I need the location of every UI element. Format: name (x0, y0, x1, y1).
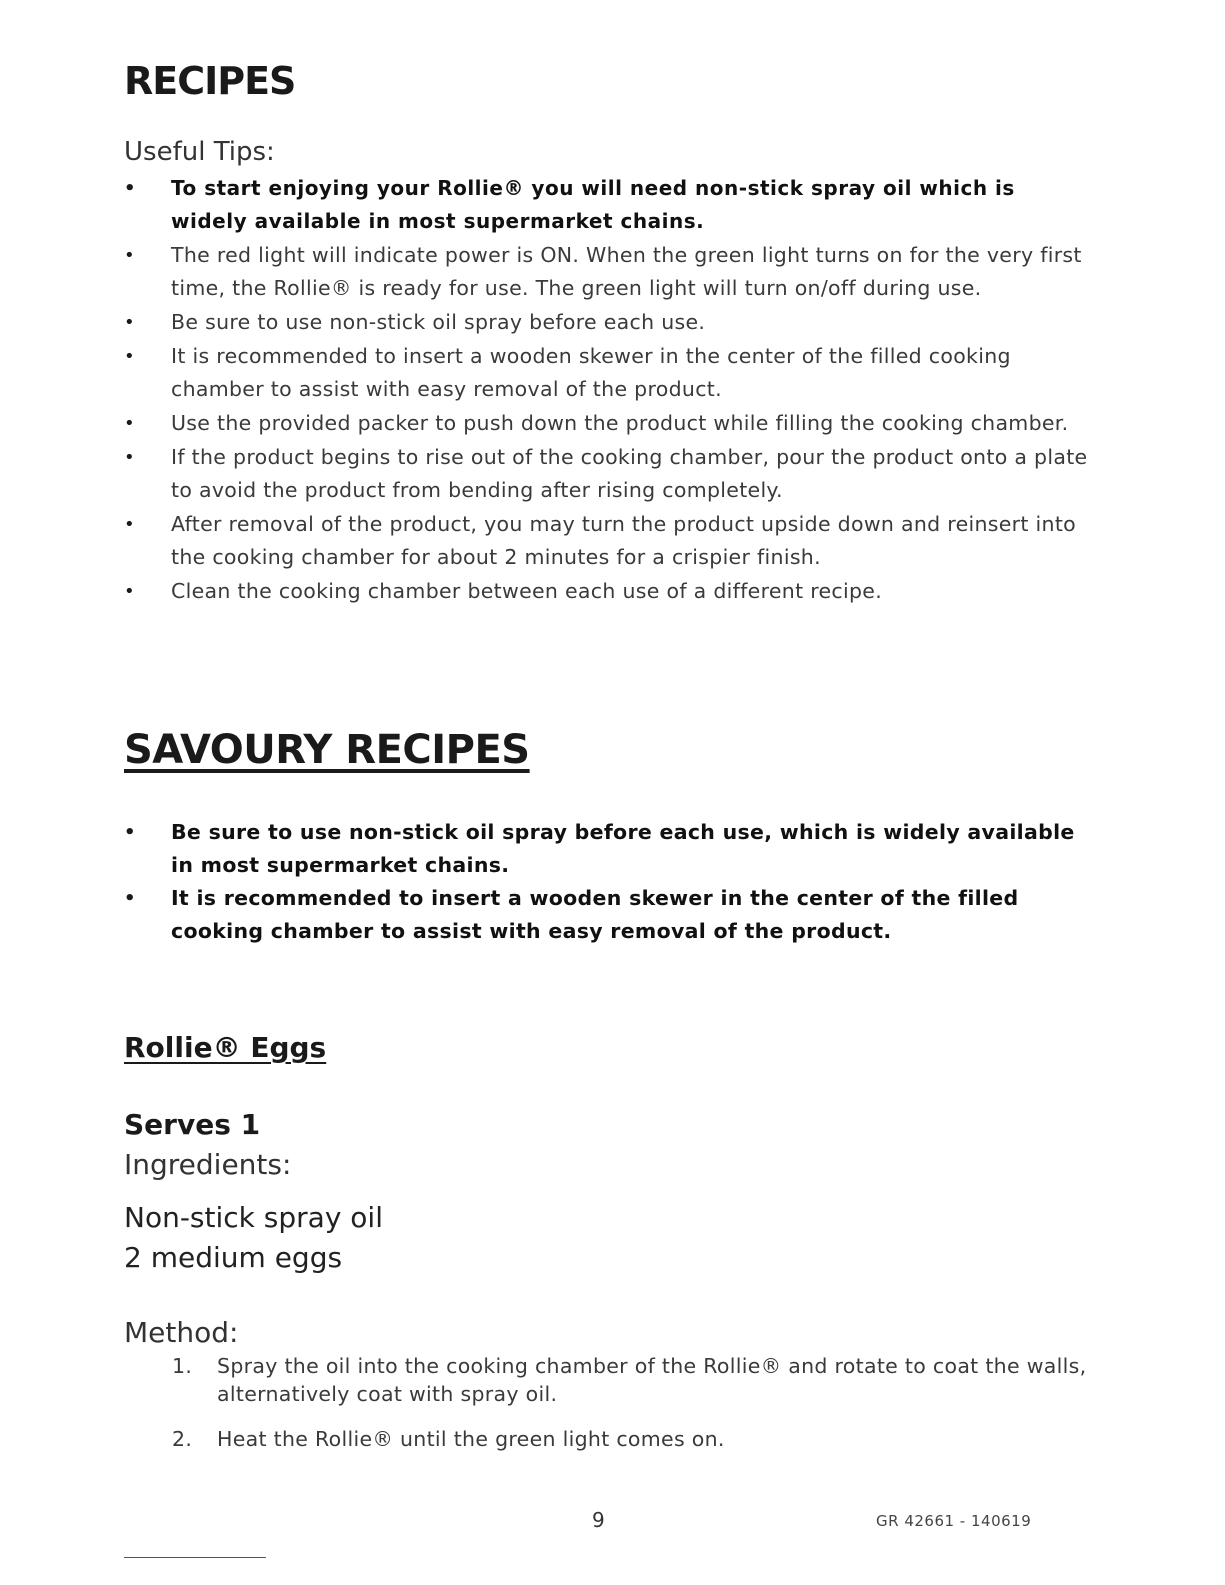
method-heading: Method: (124, 1316, 239, 1349)
list-item: • Use the provided packer to push down the product while filling the cooking chamber. (124, 407, 1094, 440)
document-code: GR 42661 - 140619 (876, 1512, 1032, 1530)
method-step (172, 1352, 1092, 1408)
ingredients-list (124, 1198, 383, 1278)
list-item: • If the product begins to rise out of the cooking chamber, pour the product onto a plate to avoid the product from bending after rising completely. (124, 441, 1094, 507)
serves-label: Serves 1 (124, 1108, 261, 1141)
step-text: Heat the Rollie® until the green light comes on. (217, 1427, 725, 1451)
page-number: 9 (592, 1508, 605, 1532)
footnote-divider (124, 1557, 266, 1558)
list-item: • Clean the cooking chamber between each use of a different recipe. (124, 575, 1094, 608)
ingredient-item: 2 medium eggs (124, 1241, 343, 1274)
list-item: • After removal of the product, you may turn the product upside down and reinsert into the cooking chamber for about 2 minutes for a crispier finish. (124, 508, 1094, 574)
step-number: 2. (172, 1427, 193, 1451)
list-item: • Be sure to use non-stick oil spray before each use. (124, 306, 1094, 339)
step-text: Spray the oil into the cooking chamber of the Rollie® and rotate to coat the walls, alternatively coat with spray oil. (217, 1354, 1087, 1406)
ingredient-item: Non-stick spray oil (124, 1201, 383, 1234)
list-item: • It is recommended to insert a wooden skewer in the center of the filled cooking chamber to assist with easy removal of the product. (124, 882, 1094, 948)
method-step (172, 1425, 1092, 1453)
method-list (172, 1352, 1092, 1470)
list-item: • It is recommended to insert a wooden skewer in the center of the filled cooking chamber to assist with easy removal of the product. (124, 340, 1094, 406)
recipe-title: Rollie® Eggs (124, 1031, 327, 1064)
ingredients-heading: Ingredients: (124, 1148, 292, 1181)
savoury-notes-list (124, 816, 1094, 948)
list-item: • Be sure to use non-stick oil spray before each use, which is widely available in most supermarket chains. (124, 816, 1094, 882)
useful-tips-heading: Useful Tips: (124, 137, 275, 167)
step-number: 1. (172, 1354, 193, 1378)
useful-tips-list (124, 172, 1094, 609)
savoury-recipes-heading: SAVOURY RECIPES (124, 727, 530, 773)
list-item: • The red light will indicate power is ON. When the green light turns on for the very first time, the Rollie® is ready for use. The green light will turn on/off during use. (124, 239, 1094, 305)
list-item: • To start enjoying your Rollie® you will need non-stick spray oil which is widely available in most supermarket chains. (124, 172, 1094, 238)
recipes-heading: RECIPES (124, 59, 296, 103)
